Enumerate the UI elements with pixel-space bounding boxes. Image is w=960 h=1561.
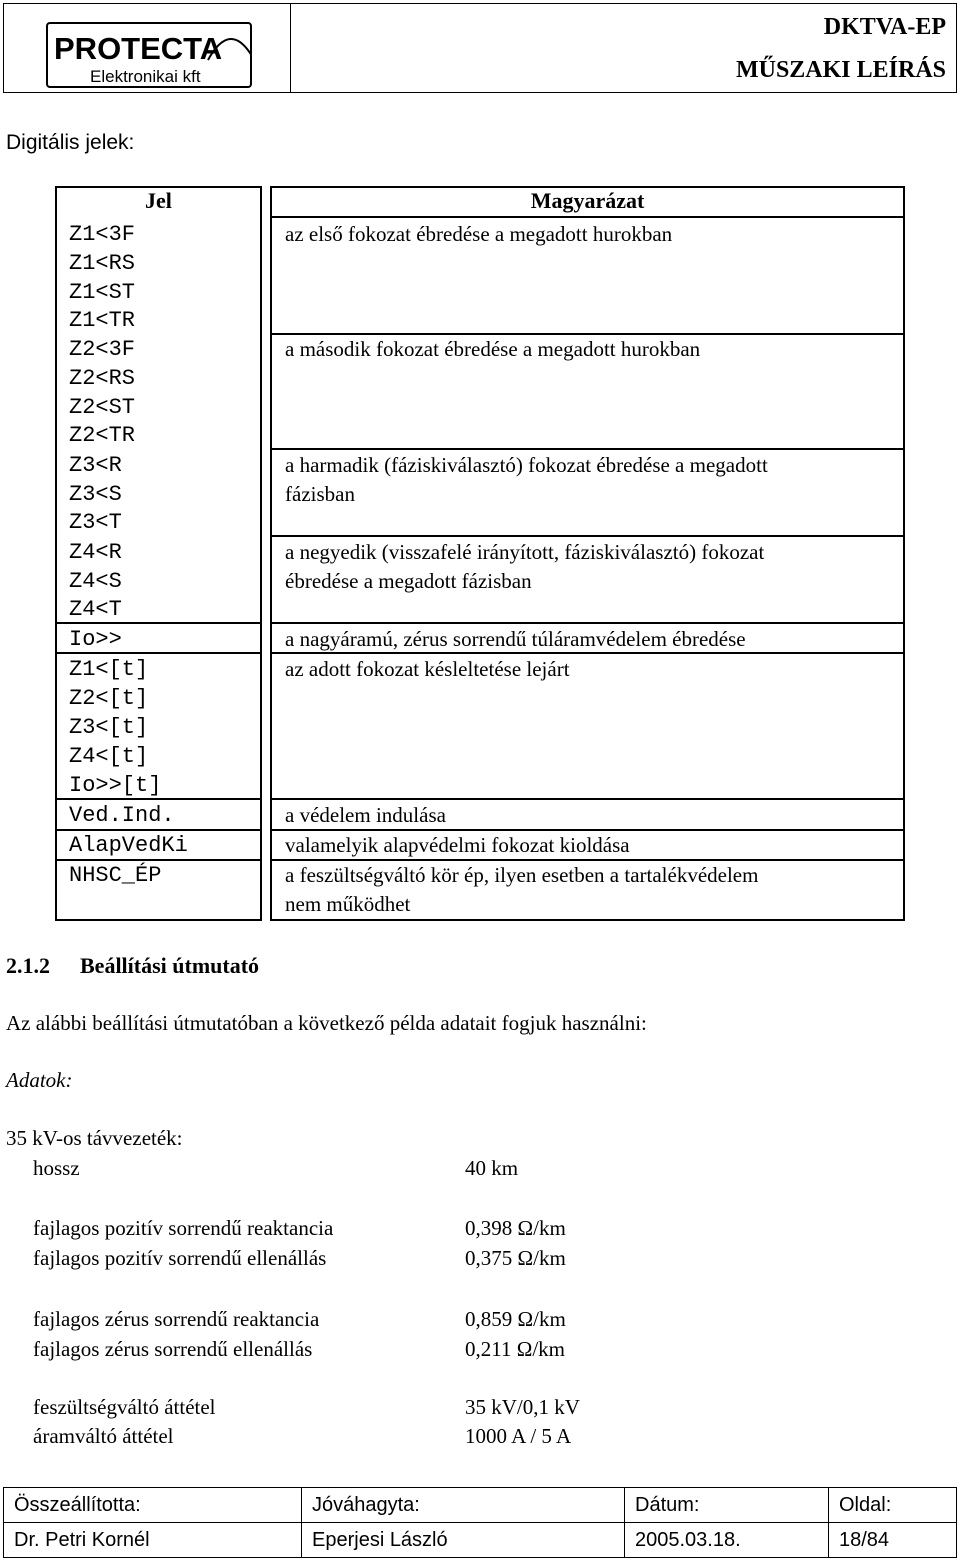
footer-approver: Eperjesi László [302, 1523, 625, 1558]
row-rule [270, 859, 905, 861]
logo-text: PROTECTA [54, 31, 223, 66]
data-key: fajlagos pozitív sorrendű ellenállás [33, 1246, 327, 1270]
column-header-signal: Jel [145, 188, 172, 213]
signal-description: a második fokozat ébredése a megadott hurokban [285, 337, 701, 361]
data-label: Adatok: [6, 1068, 73, 1092]
data-value: 35 kV/0,1 kV [465, 1395, 580, 1419]
signal-table [55, 186, 905, 921]
row-rule [270, 829, 905, 831]
row-rule [270, 622, 905, 624]
signal-name: Io>>[t] [69, 773, 162, 798]
signal-description: a nagyáramú, zérus sorrendű túláramvédelem ébredése [285, 627, 746, 651]
signal-description: a feszültségváltó kör ép, ilyen esetben a tartalékvédelem [285, 863, 759, 887]
signal-description: a védelem indulása [285, 803, 446, 827]
signal-name: Z1<[t] [69, 657, 149, 682]
row-rule [270, 535, 905, 537]
footer-label-approver: Jóváhagyta: [302, 1488, 625, 1523]
signal-name: NHSC_ÉP [69, 863, 162, 888]
data-value: 40 km [465, 1156, 519, 1180]
signal-name: Z4<R [69, 540, 122, 565]
signal-name: AlapVedKi [69, 833, 188, 858]
signal-name: Ved.Ind. [69, 803, 175, 828]
data-key: fajlagos pozitív sorrendű reaktancia [33, 1216, 334, 1240]
row-rule [270, 333, 905, 335]
data-key: áramváltó áttétel [33, 1424, 174, 1448]
signal-name: Z2<3F [69, 337, 136, 362]
signal-description: nem működhet [285, 892, 411, 916]
row-rule [270, 652, 905, 654]
subsection-number: 2.1.2 [6, 953, 50, 978]
signal-name: Z1<ST [69, 280, 136, 305]
document-footer [3, 1487, 957, 1558]
signal-name: Z1<TR [69, 308, 136, 333]
signal-name: Z2<RS [69, 366, 136, 391]
subsection-title: Beállítási útmutató [80, 953, 260, 978]
data-value: 0,375 Ω/km [465, 1246, 566, 1270]
signal-name: Z1<3F [69, 222, 136, 247]
signal-name: Z4<S [69, 569, 122, 594]
data-value: 0,859 Ω/km [465, 1307, 566, 1331]
document-type: MŰSZAKI LEÍRÁS [735, 57, 946, 83]
document-code: DKTVA-EP [823, 14, 946, 40]
signal-name: Z2<[t] [69, 686, 149, 711]
data-key: fajlagos zérus sorrendű ellenállás [33, 1337, 313, 1361]
data-key: hossz [33, 1156, 80, 1180]
footer-label-row [4, 1488, 956, 1523]
signal-name: Z2<ST [69, 395, 136, 420]
footer-label-page: Oldal: [839, 1494, 892, 1516]
footer-page: 18/84 [839, 1529, 890, 1551]
signal-description: valamelyik alapvédelmi fokozat kioldása [285, 833, 630, 857]
data-value: 1000 A / 5 A [465, 1424, 572, 1448]
signal-description: az első fokozat ébredése a megadott hurokban [285, 222, 673, 246]
footer-value-row [4, 1523, 956, 1558]
data-key: feszültségváltó áttétel [33, 1395, 216, 1419]
header-divider [270, 216, 905, 218]
logo-subtitle: Elektronikai kft [90, 67, 201, 86]
document-header [3, 3, 957, 93]
row-rule [55, 622, 262, 624]
signal-name: Z4<T [69, 597, 122, 622]
signal-name: Z3<S [69, 482, 122, 507]
row-rule [55, 652, 262, 654]
signal-description: fázisban [285, 482, 355, 506]
row-rule [55, 829, 262, 831]
footer-author: Dr. Petri Kornél [4, 1523, 302, 1558]
data-value: 0,398 Ω/km [465, 1216, 566, 1240]
line-label: 35 kV-os távvezeték: [6, 1126, 183, 1150]
row-rule [270, 448, 905, 450]
footer-label-date: Dátum: [625, 1488, 829, 1523]
signal-description: az adott fokozat késleltetése lejárt [285, 657, 570, 681]
section-title: Digitális jelek: [6, 131, 135, 154]
row-rule [55, 859, 262, 861]
signal-name: Io>> [69, 627, 122, 652]
column-header-description: Magyarázat [530, 188, 645, 213]
footer-date: 2005.03.18. [625, 1523, 829, 1558]
logo-area [4, 4, 291, 92]
signal-name: Z4<[t] [69, 744, 149, 769]
data-key: fajlagos zérus sorrendű reaktancia [33, 1307, 320, 1331]
signal-name: Z3<T [69, 510, 122, 535]
signal-description: a harmadik (fáziskiválasztó) fokozat ébredése a megadott [285, 453, 768, 477]
intro-paragraph: Az alábbi beállítási útmutatóban a következő példa adatait fogjuk használni: [6, 1011, 647, 1035]
signal-name: Z2<TR [69, 423, 136, 448]
signal-description: ébredése a megadott fázisban [285, 569, 532, 593]
row-rule [270, 798, 905, 800]
signal-description: a negyedik (visszafelé irányított, fáziskiválasztó) fokozat [285, 540, 765, 564]
signal-name: Z1<RS [69, 251, 136, 276]
row-rule [55, 798, 262, 800]
footer-label-author: Összeállította: [4, 1488, 302, 1523]
signal-name: Z3<R [69, 453, 122, 478]
signal-name: Z3<[t] [69, 715, 149, 740]
header-title-area [291, 4, 956, 92]
data-value: 0,211 Ω/km [465, 1337, 565, 1361]
company-logo [46, 22, 252, 88]
